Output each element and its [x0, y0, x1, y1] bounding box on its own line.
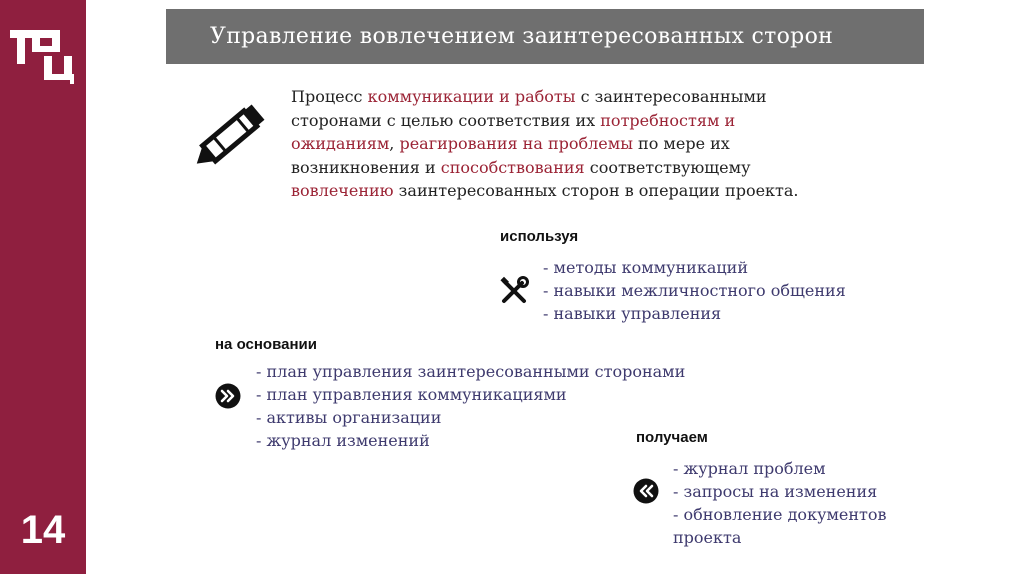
body-text: возникновения и	[291, 157, 441, 177]
highlighted-text: ожиданиям	[291, 134, 390, 153]
list-item: - запросы на изменения	[673, 482, 878, 501]
pencil-icon	[190, 96, 274, 172]
tools-icon	[499, 276, 529, 306]
intro-paragraph	[291, 85, 891, 203]
page-title: Управление вовлечением заинтересованных сторон	[210, 24, 834, 49]
body-text: с заинтересованными	[575, 87, 767, 106]
list-item: - журнал проблем	[673, 459, 826, 478]
list-item: - журнал изменений	[256, 431, 430, 450]
output-list	[673, 457, 887, 549]
highlighted-text: реагирования на проблемы	[399, 134, 633, 153]
sidebar	[0, 0, 86, 574]
slide-number: 14	[20, 508, 66, 552]
list-item: - навыки межличностного общения	[543, 281, 846, 300]
based-on-list	[256, 360, 685, 452]
body-text: заинтересованных сторон в операции проекта.	[393, 181, 799, 200]
body-text: по мере их	[632, 134, 730, 153]
highlighted-text: способствования	[440, 157, 585, 177]
intro-line	[291, 109, 891, 133]
body-text: сторонами с целью соответствия их	[291, 110, 601, 130]
body-text: Процесс	[291, 87, 368, 106]
tpu-logo-icon	[8, 28, 74, 84]
intro-line	[291, 85, 891, 109]
highlighted-text: вовлечению	[291, 181, 394, 200]
double-chevron-right-icon	[215, 383, 241, 409]
highlighted-text: коммуникации и работы	[367, 87, 576, 106]
using-heading: используя	[500, 228, 579, 245]
list-item: - обновление документов	[673, 505, 887, 524]
body-text: соответствующему	[584, 157, 751, 177]
double-chevron-left-icon	[633, 478, 659, 504]
using-list	[543, 256, 846, 325]
output-heading: получаем	[636, 429, 708, 446]
list-item: - методы коммуникаций	[543, 258, 748, 277]
list-item: проекта	[673, 528, 742, 547]
intro-line	[291, 132, 891, 156]
intro-line	[291, 179, 891, 203]
intro-line	[291, 156, 891, 180]
list-item: - план управления заинтересованными сторонами	[256, 362, 686, 381]
body-text: ,	[389, 134, 400, 153]
list-item: - активы организации	[256, 408, 442, 427]
list-item: - навыки управления	[543, 304, 722, 323]
list-item: - план управления коммуникациями	[256, 385, 567, 404]
title-bar	[166, 9, 924, 64]
based-on-heading: на основании	[215, 336, 317, 353]
highlighted-text: потребностям и	[600, 110, 736, 130]
